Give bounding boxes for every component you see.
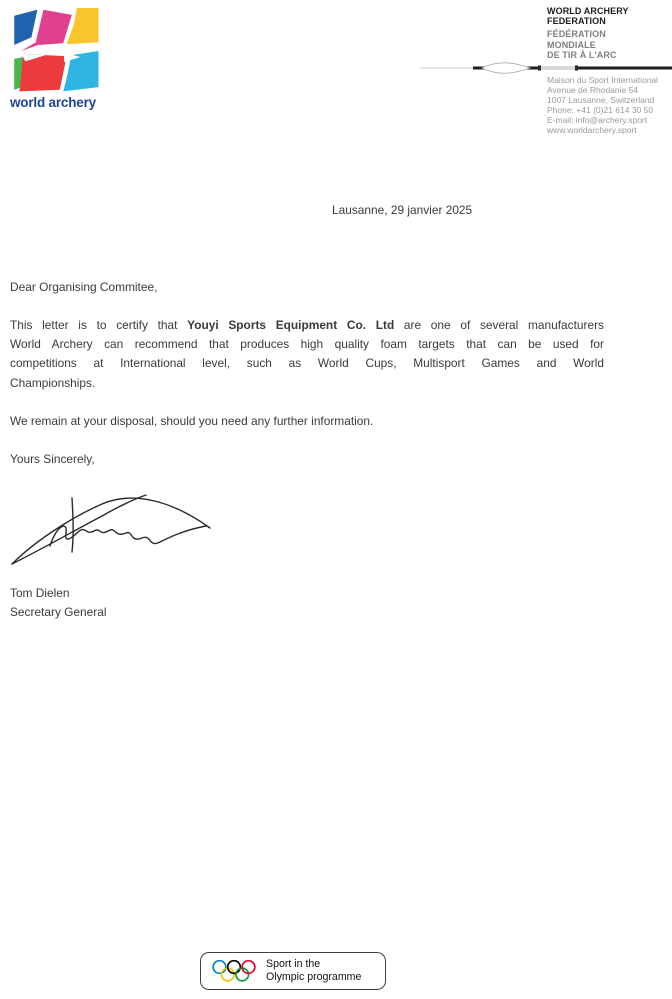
dateline: Lausanne, 29 janvier 2025: [332, 203, 473, 217]
brand-wordmark: world archery: [10, 95, 96, 110]
org-name-fr: [547, 29, 669, 61]
world-archery-logo: [10, 8, 106, 110]
signature-stroke: [72, 498, 73, 552]
badge-text-line: Olympic programme: [266, 971, 362, 983]
address-line: Maison du Sport International: [547, 74, 659, 85]
org-name-en: [547, 6, 669, 26]
olympic-rings-icon: [211, 958, 259, 985]
arrow-shaft-highlight: [541, 67, 575, 70]
logo-segment-blue: [14, 10, 37, 45]
valediction: Yours Sincerely,: [10, 452, 95, 466]
logo-segment-yellow: [67, 8, 99, 44]
badge-text: [266, 958, 361, 984]
body-line: [10, 316, 604, 335]
address-line: www.worldarchery.sport: [547, 124, 637, 135]
closing-paragraph: We remain at your disposal, should you need any further information.: [10, 414, 374, 428]
arrow-divider-icon: [420, 61, 672, 75]
org-name-fr-line: DE TIR À L'ARC: [547, 50, 617, 60]
body-paragraph: [10, 316, 604, 393]
address-line: E-mail: info@archery.sport: [547, 114, 648, 125]
salutation: Dear Organising Commitee,: [10, 280, 158, 294]
org-address: [547, 75, 669, 135]
body-line: competitions at International level, such as World Cups, Multisport Games and World: [10, 356, 604, 371]
body-line: Championships.: [10, 375, 96, 390]
address-line: Avenue de Rhodanie 54: [547, 84, 639, 95]
body-line: World Archery can recommend that produces high quality foam targets that can be used for: [10, 337, 604, 352]
signer-name: Tom Dielen: [10, 586, 70, 600]
signature-image: [6, 486, 214, 576]
org-name-fr-line: FÉDÉRATION: [547, 29, 606, 39]
body-text-run: are one of several manufacturers: [394, 318, 605, 332]
arrow-shaft-wrap-right: [575, 65, 578, 70]
address-line: 1007 Lausanne, Switzerland: [547, 94, 655, 105]
signature-stroke: [12, 498, 210, 564]
company-name-bold: Youyi Sports Equipment Co. Ltd: [187, 318, 395, 332]
world-archery-emblem-icon: [10, 8, 101, 94]
badge-text-line: Sport in the: [266, 958, 321, 971]
arrow-fletching: [482, 63, 530, 73]
address-line: Phone: +41 (0)21 614 30 50: [547, 104, 654, 115]
arrow-shaft-wrap-left: [538, 65, 541, 70]
olympic-programme-badge: [200, 952, 386, 990]
org-name-en-line: WORLD ARCHERY: [547, 6, 629, 16]
signer-title: Secretary General: [10, 605, 107, 619]
signature-stroke: [12, 495, 146, 564]
org-name-fr-line: MONDIALE: [547, 39, 596, 50]
body-text-run: This letter is to certify that: [10, 318, 188, 332]
org-name-en-line: FEDERATION: [547, 16, 606, 26]
olympic-ring-blue: [213, 960, 226, 973]
